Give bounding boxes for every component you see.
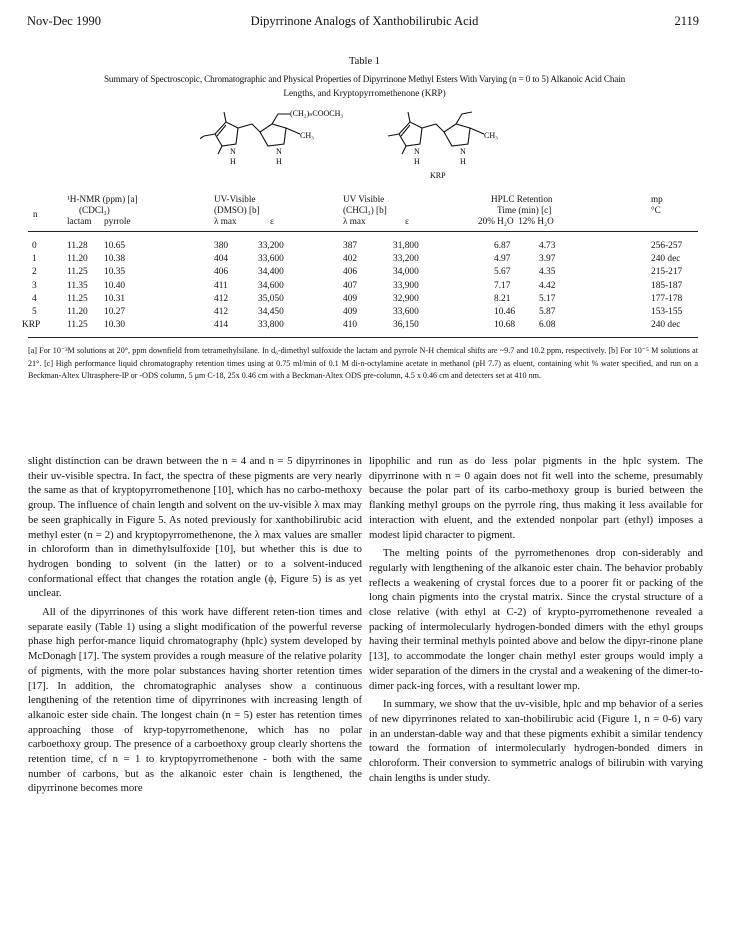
krp-label: KRP [430,171,446,180]
lactam-shift-cell: 11.25 [67,320,88,331]
mp-header-line-2: °C [651,205,661,215]
hplc-12-cell: 4.35 [539,267,556,278]
hplc-12-cell: 4.73 [539,241,556,251]
dmso-epsilon-cell: 34,400 [258,267,284,278]
nitrogen-label-2: N [276,147,282,156]
hplc-20-cell: 5.67 [494,267,511,278]
paragraph: In summary, we show that the uv-visible, hplc and mp behavior of a series of new dipyrrinones related to xan-thobilirubic acid (Figure 1, n = 0-6) vary in an understan-dable way and that these pigments exhibit a similar tendency toward the formation of intermolecularly hydrogen-bonded dimers in chloroform. Their conversion to symmetric analogs of bilirubin with varying chain lengths is under study. [369,698,703,784]
pyrrole-shift-cell: 10.38 [104,254,126,265]
hydrogen-label-1: H [414,157,420,166]
chcl3-lambda-max-cell: 409 [343,307,358,317]
nmr-header-pyrrole: pyrrole [104,216,131,226]
dmso-epsilon-cell: 34,600 [258,280,284,291]
dmso-lambda-max-cell: 412 [214,293,229,304]
nmr-header-lactam: lactam [67,216,92,226]
chcl3-lambda-max-cell: 402 [343,254,358,265]
n-cell: 5 [32,307,37,317]
hydrogen-label-2: H [460,157,466,166]
table-rule-bottom [28,337,698,338]
chcl3-epsilon-cell: 36,150 [393,320,419,331]
pyrrole-shift-cell: 10.30 [104,320,126,331]
kryptopyrromethenone-structure [384,110,524,182]
chcl3-epsilon-cell: 33,200 [393,254,419,265]
body-right-column [369,454,703,789]
lactam-shift-cell: 11.28 [67,241,88,251]
hplc-12-cell: 3.97 [539,254,556,265]
hplc-20-cell: 10.68 [494,320,516,331]
uv-dmso-header-line-2: (DMSO) [b] [214,205,260,215]
dmso-lambda-max-cell: 404 [214,254,229,265]
hplc-20-cell: 10.46 [494,307,516,317]
lactam-shift-cell: 11.20 [67,307,88,317]
dmso-lambda-max-cell: 411 [214,280,228,291]
methyl-label: CH₃ [484,131,498,140]
hplc-20-cell: 6.87 [494,241,511,251]
mp-cell: 185-187 [651,280,683,291]
lactam-shift-cell: 11.35 [67,280,88,291]
chcl3-epsilon-cell: 34,000 [393,267,419,278]
chcl3-lambda-max-cell: 410 [343,320,358,331]
n-cell: 1 [32,254,37,265]
pyrrole-shift-cell: 10.65 [104,241,126,251]
chcl3-lambda-max-cell: 409 [343,293,358,304]
lactam-shift-cell: 11.25 [67,267,88,278]
nitrogen-label-1: N [230,147,236,156]
chcl3-epsilon-cell: 33,900 [393,280,419,291]
chcl3-lambda-max-cell: 407 [343,280,358,291]
n-header: n [33,209,38,219]
hplc-12-cell: 5.87 [539,307,556,317]
hplc-header-line-2: Time (min) [c] [497,205,552,215]
methyl-label: CH₃ [300,131,314,140]
table-rule-top [28,231,698,232]
uv-dmso-header-line-1: UV-Visible [214,194,256,204]
dmso-lambda-max-cell: 412 [214,307,229,317]
pyrrole-shift-cell: 10.40 [104,280,126,291]
lactam-shift-cell: 11.25 [67,293,88,304]
n-cell: 3 [32,280,37,291]
hydrogen-label-2: H [276,157,282,166]
uv-chcl3-header-lmax: λ max [343,216,366,226]
uv-chcl3-header-line-1: UV Visible [343,194,385,204]
chain-substituent-label: (CH₂)ₙCOOCH₃ [290,110,344,118]
uv-chcl3-header-line-2: (CHCl₃) [b] [343,205,387,215]
header-page-number: 2119 [674,14,699,28]
pyrrole-shift-cell: 10.35 [104,267,126,278]
dmso-lambda-max-cell: 406 [214,267,229,278]
n-cell: 4 [32,293,37,304]
dmso-epsilon-cell: 33,200 [258,241,284,251]
chcl3-lambda-max-cell: 387 [343,241,358,251]
uv-dmso-header-lmax: λ max [214,216,237,226]
table-caption-line-1: Summary of Spectroscopic, Chromatographic and Physical Properties of Dipyrrinone Methyl Esters With Varying (n = 0 to 5) Alkanoic Acid Chain [103,74,626,84]
pyrrole-shift-cell: 10.31 [104,293,126,304]
lactam-shift-cell: 11.20 [67,254,88,265]
hplc-12-cell: 5.17 [539,293,556,304]
mp-header-line-1: mp [651,194,663,204]
hplc-20-cell: 7.17 [494,280,511,291]
n-cell: 2 [32,267,37,278]
dmso-epsilon-cell: 35,050 [258,293,284,304]
dmso-lambda-max-cell: 380 [214,241,229,251]
nmr-header-line-2: (CDCl₃) [79,205,110,215]
paragraph: The melting points of the pyrromethenones drop con-siderably and regularly with lengthening of the alkanoic ester chain. The behavior probably reflects a weakening of crystal forces due to a poorer fit or packing of the long chain pigments into the crystal matrix. Since the crystal structure of a close relative (with ethyl at C-2) of krypto-pyrromethenone revealed a packing of intermolecularly hydrogen-bonded dimers with the ethyl groups having their terminal methyls pointed above and below the dipyr-rinone plane [13], to accommodate the longer chain methyl ester groups would imply a wider separation of the dimers in the crystal and a weakening of the dimer-to-dimer pack-ing forces, with a resultant lower mp. [369,547,703,692]
nmr-header-line-1: ¹H-NMR (ppm) [a] [67,194,138,204]
uv-dmso-header-epsilon: ε [270,216,274,226]
mp-cell: 153-155 [651,307,683,317]
dipyrrinone-ester-structure [200,110,350,172]
nitrogen-label-2: N [460,147,466,156]
table-footnote: [a] For 10⁻³M solutions at 20°, ppm downfield from tetramethylsilane. In d₆-dimethyl sulfoxide the lactam and pyrrole N-H chemical shifts are ~9.7 and 10.2 ppm, respectively. [b] For 10⁻⁵ M solutions at 21°. [c] High performance liquid chromatography retention times using at 0.75 ml/min of 0.1 M di-n-octylamine acetate in methanol (pH 7.7) as eluent, containing whit % water specified, and run on a Beckman-Altex Ultrasphere-IP or -ODS column, 5 μm C-18, 25x 0.46 cm with a Beckman-Altex ODS pre-column, 4.5 x 0.46 cm and detecters set at 410 nm. [28,346,698,381]
dmso-lambda-max-cell: 414 [214,320,229,331]
n-cell: KRP [22,320,41,331]
paragraph: lipophilic and run as do less polar pigments in the hplc system. The dipyrrinone with n = 0 again does not fit well into the scheme, presumably because the polar part of its carbo-methoxy group is buried between the flanking methyl groups on the pyrrole ring, thus making it less available for interaction with eluent, and the extended nonpolar part (ethyl) imposes a modest lipid character to pigment. [369,455,703,541]
hplc-header-line-1: HPLC Retention [491,194,553,204]
dmso-epsilon-cell: 34,450 [258,307,284,317]
chcl3-epsilon-cell: 33,600 [393,307,419,317]
pyrrole-shift-cell: 10.27 [104,307,126,317]
hplc-12-cell: 4.42 [539,280,556,291]
hplc-20-cell: 4.97 [494,254,511,265]
uv-chcl3-header-epsilon: ε [405,216,409,226]
paragraph: slight distinction can be drawn between the n = 4 and n = 5 dipyrrinones in their uv-visible spectra. In fact, the spectra of these pigments are very nearly the same as that of kryptopyrromethenone [10], which has no carbo-methoxy group. The influence of chain length and solvent on the uv-visible λ max may be seen graphically in Figure 5. As noted previously for xanthobilirubic acid methyl ester (n = 2) and kryptopyrromethenone, the λ max values are smaller in chloroform than in dimethylsulfoxide [10], but whether this is due to hydrogen bonding to solvent (in the latter) or to a solvent-induced conformational effect that changes the rotation angle (ϕ, Figure 5) is as yet unclear. [28,455,362,600]
hplc-header-water: 20% H₂O 12% H₂O [478,216,554,226]
mp-cell: 215-217 [651,267,683,278]
hplc-12-cell: 6.08 [539,320,556,331]
chcl3-epsilon-cell: 32,900 [393,293,419,304]
chcl3-epsilon-cell: 31,800 [393,241,419,251]
mp-cell: 177-178 [651,293,683,304]
body-left-column [28,454,362,800]
chcl3-lambda-max-cell: 406 [343,267,358,278]
mp-cell: 240 dec [651,320,681,331]
table-caption-line-2: Lengths, and Kryptopyrromethenone (KRP) [283,88,446,98]
mp-cell: 256-257 [651,241,683,251]
paragraph: All of the dipyrrinones of this work have different reten-tion times and separate easily (Table 1) using a slight modification of the powerful reverse phase high perfor-mance liquid chromatography (hplc) system developed by McDonagh [17]. The system provides a rough measure of the relative polarity of pigments, with the more polar substances having shorter retention times [17]. In addition, the chromatographic analyses show a continuous lengthening of the retention time of dipyrrinones with increasing length of alkanoic ester side chain. The longest chain (n = 5) ester has retention times approaching those of kryp-topyrromethenone, which has no polar carboethoxy group. The presence of a carboethoxy group clearly shortens the retention time, cf n = 1 to kryptopyrromethenone - both with the same number of carbons, but as the alkanoic ester chain is lengthened, the dipyrrinone becomes more [28,606,362,795]
dmso-epsilon-cell: 33,800 [258,320,284,331]
n-cell: 0 [32,241,37,251]
dmso-epsilon-cell: 33,600 [258,254,284,265]
mp-cell: 240 dec [651,254,681,265]
table-number: Table 1 [348,56,381,67]
nitrogen-label-1: N [414,147,420,156]
header-date: Nov-Dec 1990 [27,14,101,28]
hplc-20-cell: 8.21 [494,293,511,304]
hydrogen-label-1: H [230,157,236,166]
header-title: Dipyrrinone Analogs of Xanthobilirubic Acid [250,14,479,28]
